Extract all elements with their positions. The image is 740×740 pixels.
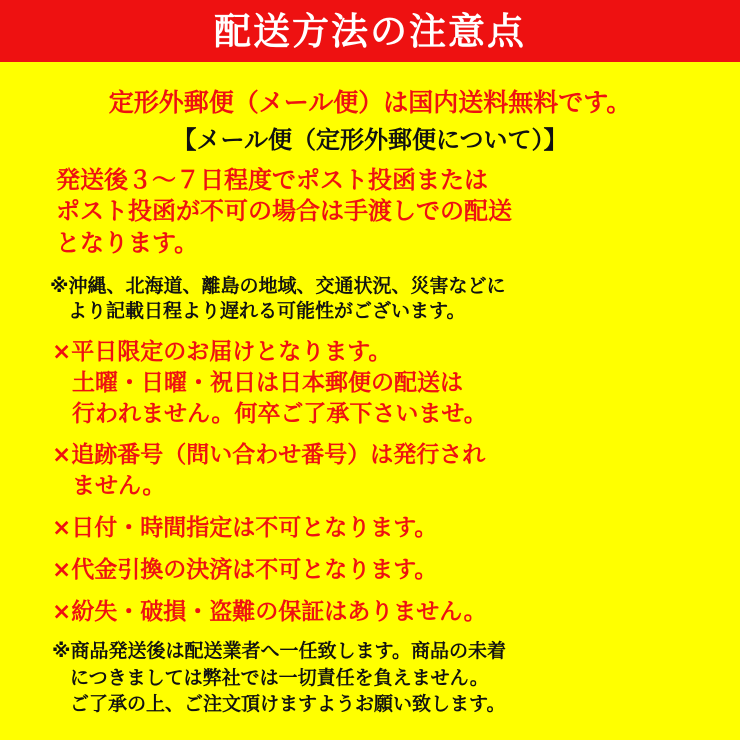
page-title: 配送方法の注意点 [214,9,526,53]
notice-body [0,62,740,717]
post-delivery-block [26,165,714,260]
notice-item-no-guarantee [26,597,714,628]
post-delivery-line-1: 発送後３～７日程度でポスト投函または [56,165,488,194]
header-band [0,0,740,62]
post-delivery-line-2: ポスト投函が不可の場合は手渡しでの配送 [56,197,512,226]
mail-bin-heading: 【メール便（定形外郵便について）】 [172,126,568,154]
footnote-block [26,638,714,717]
notice-item-weekday [26,337,714,429]
footnote-line-1: ※商品発送後は配送業者へ一任致します。商品の未着 [52,640,506,663]
free-shipping-line: 定形外郵便（メール便）は国内送料無料です。 [108,88,632,117]
post-delivery-line-3: となります。 [56,229,199,258]
notice-item-cod-line-1: ×代金引換の決済は不可となります。 [52,556,438,583]
footnote-line-3: ご了承の上、ご注文頂けますようお願い致します。 [70,692,506,715]
notice-item-tracking-line-1: ×追跡番号（問い合わせ番号）は発行され [52,442,486,469]
notice-item-date-time [26,513,714,544]
notice-item-tracking-line-2: ません。 [72,473,166,500]
notice-item-no-guarantee-line-1: ×紛失・破損・盗難の保証はありません。 [52,598,487,625]
notice-item-tracking [26,440,714,502]
notice-item-weekday-line-2: 土曜・日曜・祝日は日本郵便の配送は [72,369,463,396]
footnote-line-2: につきましては弊社では一切責任を負えません。 [70,666,489,689]
notice-item-weekday-line-1: ×平日限定のお届けとなります。 [52,338,392,365]
notice-item-weekday-line-3: 行われません。何卒ご了承下さいませ。 [72,400,487,427]
delay-note-line-1: ※沖縄、北海道、離島の地域、交通状況、災害などに [50,274,506,297]
notice-item-date-time-line-1: ×日付・時間指定は不可となります。 [52,515,438,542]
delay-note [26,274,714,325]
notice-item-cod [26,555,714,586]
delay-note-line-2: より記載日程より遅れる可能性がございます。 [68,300,466,323]
